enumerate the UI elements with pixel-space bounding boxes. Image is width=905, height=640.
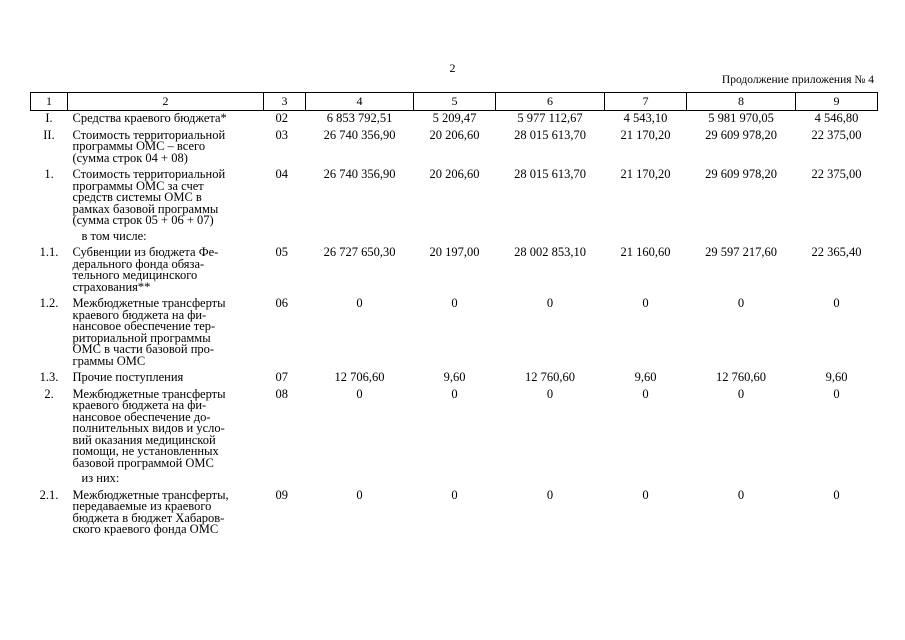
value-cell: 0 — [642, 386, 649, 401]
subheading-row — [31, 472, 878, 488]
table-row — [31, 387, 878, 473]
row-name: Стоимость территориальной программы ОМС – всего (сумма строк 04 + 08) — [72, 127, 226, 165]
value-cell: 0 — [833, 487, 840, 502]
value-cell: 9,60 — [825, 370, 848, 384]
value-cell: 22 375,00 — [811, 167, 862, 181]
empty-cell — [264, 230, 306, 246]
table-row — [31, 296, 878, 370]
row-code: 04 — [275, 167, 288, 181]
value-cell: 12 760,60 — [716, 370, 766, 384]
value-cell: 12 760,60 — [525, 370, 575, 384]
value-cell: 0 — [737, 487, 745, 502]
budget-table-container — [30, 92, 877, 539]
row-code: 05 — [275, 245, 288, 259]
value-cell: 0 — [356, 296, 363, 310]
value-cell: 22 365,40 — [811, 245, 862, 259]
row-code: 09 — [275, 487, 288, 502]
page-number: 2 — [449, 61, 456, 75]
value-cell: 0 — [546, 386, 554, 401]
value-cell: 20 206,60 — [429, 127, 480, 142]
row-code: 07 — [275, 370, 288, 384]
value-cell: 0 — [737, 296, 745, 310]
empty-cell — [264, 472, 306, 488]
value-cell: 0 — [356, 487, 363, 502]
row-number: II. — [43, 127, 55, 142]
row-number: 1.2. — [39, 296, 59, 310]
value-cell: 0 — [451, 487, 458, 502]
row-code: 06 — [275, 296, 288, 310]
column-header-3: 3 — [264, 93, 306, 111]
empty-cell — [796, 230, 878, 246]
value-cell: 26 740 356,90 — [323, 167, 396, 181]
empty-cell — [31, 230, 68, 246]
value-cell: 26 740 356,90 — [323, 127, 396, 142]
row-number: 2.1. — [39, 487, 59, 502]
empty-cell — [414, 230, 496, 246]
table-body — [31, 111, 878, 539]
value-cell: 21 170,20 — [620, 127, 671, 142]
subheading-label: в том числе: — [81, 228, 147, 243]
column-header-7: 7 — [605, 93, 687, 111]
table-row — [31, 245, 878, 296]
value-cell: 28 002 853,10 — [514, 245, 586, 259]
value-cell: 5 209,47 — [432, 111, 477, 125]
table-row — [31, 167, 878, 230]
value-cell: 0 — [356, 386, 363, 401]
row-number: 1. — [44, 167, 54, 181]
row-name: Межбюджетные трансферты краевого бюджета на фи- нансовое обеспечение тер- риториальной программы ОМС в части базовой про- граммы ОМС — [72, 296, 226, 368]
row-code: 02 — [275, 111, 288, 125]
table-row — [31, 370, 878, 387]
empty-cell — [605, 472, 687, 488]
row-name: Прочие поступления — [72, 370, 184, 384]
empty-cell — [414, 472, 496, 488]
value-cell: 9,60 — [634, 370, 657, 384]
value-cell: 29 597 217,60 — [705, 245, 777, 259]
value-cell: 29 609 978,20 — [705, 167, 777, 181]
subheading-row — [31, 230, 878, 246]
row-number: 1.3. — [39, 370, 59, 384]
value-cell: 0 — [546, 487, 554, 502]
row-name: Средства краевого бюджета* — [72, 111, 227, 125]
table-row — [31, 111, 878, 128]
value-cell: 20 197,00 — [429, 245, 480, 259]
subheading-label: из них: — [81, 471, 120, 485]
value-cell: 20 206,60 — [429, 167, 480, 181]
row-code: 08 — [275, 386, 288, 401]
value-cell: 21 160,60 — [620, 245, 671, 259]
row-name: Межбюджетные трансферты, передаваемые из краевого бюджета в бюджет Хабаров- ского краевого фонда ОМС — [72, 487, 229, 536]
table-row — [31, 128, 878, 168]
column-header-5: 5 — [414, 93, 496, 111]
empty-cell — [687, 472, 796, 488]
value-cell: 4 543,10 — [623, 111, 668, 125]
empty-cell — [496, 230, 605, 246]
row-name: Межбюджетные трансферты краевого бюджета на фи- нансовое обеспечение до- полнительных видов и усло- вий оказания медицинской помощи, не установленных базовой программой ОМС — [72, 386, 226, 470]
column-header-6: 6 — [496, 93, 605, 111]
empty-cell — [31, 472, 68, 488]
column-header-9: 9 — [796, 93, 878, 111]
row-name: Субвенции из бюджета Фе- дерального фонда обяза- тельного медицинского страхования** — [72, 245, 219, 294]
row-number: I. — [45, 111, 53, 125]
column-header-4: 4 — [306, 93, 414, 111]
value-cell: 5 977 112,67 — [517, 111, 583, 125]
row-name: Стоимость территориальной программы ОМС за счет средств системы ОМС в рамках базовой программы (сумма строк 05 + 06 + 07) — [72, 167, 226, 227]
value-cell: 4 546,80 — [814, 111, 859, 125]
value-cell: 12 706,60 — [334, 370, 385, 384]
value-cell: 28 015 613,70 — [514, 127, 586, 142]
value-cell: 29 609 978,20 — [705, 127, 777, 142]
table-header — [31, 93, 878, 111]
value-cell: 0 — [642, 296, 649, 310]
value-cell: 0 — [451, 386, 458, 401]
empty-cell — [306, 472, 414, 488]
budget-table — [30, 92, 878, 539]
value-cell: 0 — [451, 296, 458, 310]
value-cell: 0 — [642, 487, 649, 502]
empty-cell — [496, 472, 605, 488]
value-cell: 22 375,00 — [811, 127, 862, 142]
empty-cell — [796, 472, 878, 488]
column-header-1: 1 — [31, 93, 68, 111]
value-cell: 0 — [737, 386, 745, 401]
table-row — [31, 488, 878, 539]
column-header-2: 2 — [68, 93, 264, 111]
row-number: 1.1. — [39, 245, 59, 259]
value-cell: 0 — [833, 386, 840, 401]
empty-cell — [306, 230, 414, 246]
value-cell: 28 015 613,70 — [514, 167, 586, 181]
value-cell: 21 170,20 — [620, 167, 671, 181]
header-row — [31, 93, 878, 111]
column-header-8: 8 — [687, 93, 796, 111]
value-cell: 6 853 792,51 — [326, 111, 393, 125]
empty-cell — [687, 230, 796, 246]
value-cell: 5 981 970,05 — [708, 111, 774, 125]
continuation-note: Продолжение приложения № 4 — [721, 74, 874, 86]
value-cell: 9,60 — [443, 370, 466, 384]
empty-cell — [605, 230, 687, 246]
value-cell: 0 — [546, 296, 554, 310]
value-cell: 26 727 650,30 — [323, 245, 396, 259]
row-code: 03 — [275, 127, 288, 142]
value-cell: 0 — [833, 296, 840, 310]
row-number: 2. — [44, 386, 54, 401]
